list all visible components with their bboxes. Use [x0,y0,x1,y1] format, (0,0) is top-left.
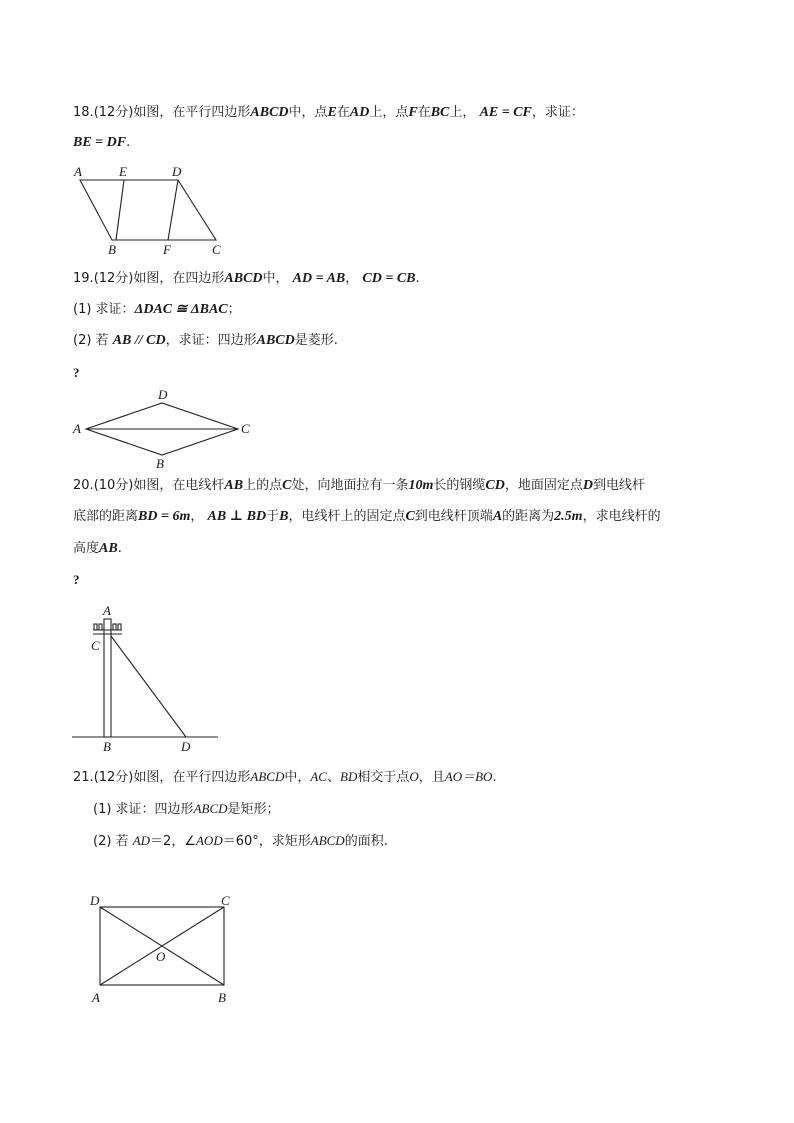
text: ，地面固定点 [504,478,583,493]
text: ＝60°，求矩形 [222,834,311,849]
text: 长的钢缆 [433,478,486,493]
text: 如图，在平行四边形 [133,105,251,120]
q21-part2 [93,832,388,851]
label-d: D [181,739,191,754]
text: . [415,271,420,286]
q20-line2 [73,508,661,526]
text: 上的点 [243,478,283,493]
text: 于 [266,509,280,524]
math: ABCD [193,801,228,816]
text: 在 [417,105,431,120]
text: 处，向地面拉有一条 [291,478,409,493]
q20-insulator [118,624,121,630]
math: AOD [195,833,223,848]
q20-number: 20. [73,478,94,493]
q19-missing-image-mark: ? [73,365,80,380]
text: (1) 求证：四边形 [93,802,194,817]
q20-line1 [73,477,645,495]
text: 在 [336,105,350,120]
text: . [492,770,497,785]
math: A [492,509,503,524]
q20-insulator [94,624,97,630]
math: 10m [408,478,434,493]
text: ，且 [418,770,445,785]
text: (2) 若 [73,333,109,348]
q19-number: 19. [73,271,94,286]
math: ABCD [256,333,295,348]
parallelogram-abcd [80,180,216,240]
text: 如图，在电线杆 [133,478,225,493]
label-d: D [90,893,100,908]
label-e: E [119,164,127,179]
text: 上，点 [369,105,409,120]
math: BE = DF [73,135,127,150]
math: ABCD [310,833,345,848]
label-c: C [91,638,100,653]
text: 高度 [73,541,100,556]
text: ； [227,302,241,317]
math: C [405,509,415,524]
text: ，电线杆上的固定点 [288,509,406,524]
math: AB // CD [112,333,166,348]
math: CD = CB [362,271,416,286]
math: AC [310,769,327,784]
label-d: D [172,164,182,179]
label-c: C [241,421,250,436]
text: 中，点 [288,105,328,120]
label-a: A [74,164,82,179]
label-b: B [108,242,116,257]
text: 到电线杆 [592,478,645,493]
math: AO＝BO [444,769,493,784]
text: 是矩形； [227,802,280,817]
label-o: O [156,949,166,964]
text: 中， [284,770,311,785]
text: ＝2，∠ [150,834,196,849]
text: 、 [326,770,340,785]
q20-pole [104,619,111,737]
math: O [409,769,419,784]
text: 的距离为 [502,509,555,524]
text: 中， [262,271,289,286]
text: 如图，在平行四边形 [133,770,251,785]
label-a: A [92,990,100,1005]
math: BD = 6m [138,509,191,524]
text: 到电线杆顶端 [414,509,493,524]
label-f: F [163,242,171,257]
segment-df [168,180,178,240]
label-c: C [221,893,230,908]
text: (1) 求证： [73,302,135,317]
math: AB [224,478,244,493]
text: 如图，在四边形 [133,271,225,286]
q18-number: 18. [73,105,94,120]
text: 相交于点 [357,770,410,785]
label-b: B [103,739,111,754]
math: F [408,105,418,120]
math: AD [132,833,151,848]
math: C [282,478,292,493]
text: 上， [449,105,476,120]
q20-cable-cd [111,636,186,737]
text: 底部的距离 [73,509,139,524]
math: ΔDAC ≅ ΔBAC [134,302,228,317]
math: AD = AB [292,271,346,286]
text: ， [190,509,204,524]
q21-line1 [73,768,497,787]
text: 的面积. [344,834,388,849]
math: ABCD [250,105,289,120]
segment-be [116,180,124,240]
text: . [117,541,122,556]
q20-line3 [73,540,122,558]
text: ，求证： [531,105,584,120]
math: B [279,509,289,524]
math: AD [349,105,370,120]
label-a: A [103,603,111,618]
label-a: A [73,421,81,436]
q20-missing-image-mark: ? [73,572,80,587]
math: ABCD [224,271,263,286]
q21-part1 [93,800,280,819]
math: AB [99,541,118,556]
math: AE = CF [479,105,532,120]
label-d: D [158,387,168,402]
q19-score: (12分) [93,271,134,286]
math: CD [485,478,505,493]
math: E [327,105,337,120]
q19-line1 [73,270,420,288]
text: 是菱形. [294,333,338,348]
q19-part1 [73,301,241,319]
q18-score: (12分) [93,105,134,120]
text: ， [345,271,359,286]
math: AB ⊥ BD [207,509,267,524]
q21-number: 21. [73,770,94,785]
q19-part2 [73,332,338,350]
text: (2) 若 [93,834,129,849]
q20-score: (10分) [93,478,134,493]
math: BD [340,769,358,784]
math: D [582,478,593,493]
math: BC [430,105,450,120]
label-b: B [218,990,226,1005]
label-b: B [156,456,164,471]
text: ，求电线杆的 [582,509,661,524]
math: ABCD [250,769,285,784]
text: ，求证：四边形 [165,333,257,348]
text: . [126,135,131,150]
label-c: C [212,242,221,257]
q20-insulator [99,624,102,630]
math: 2.5m [554,509,583,524]
q20-insulator [113,624,116,630]
q21-score: (12分) [93,770,134,785]
